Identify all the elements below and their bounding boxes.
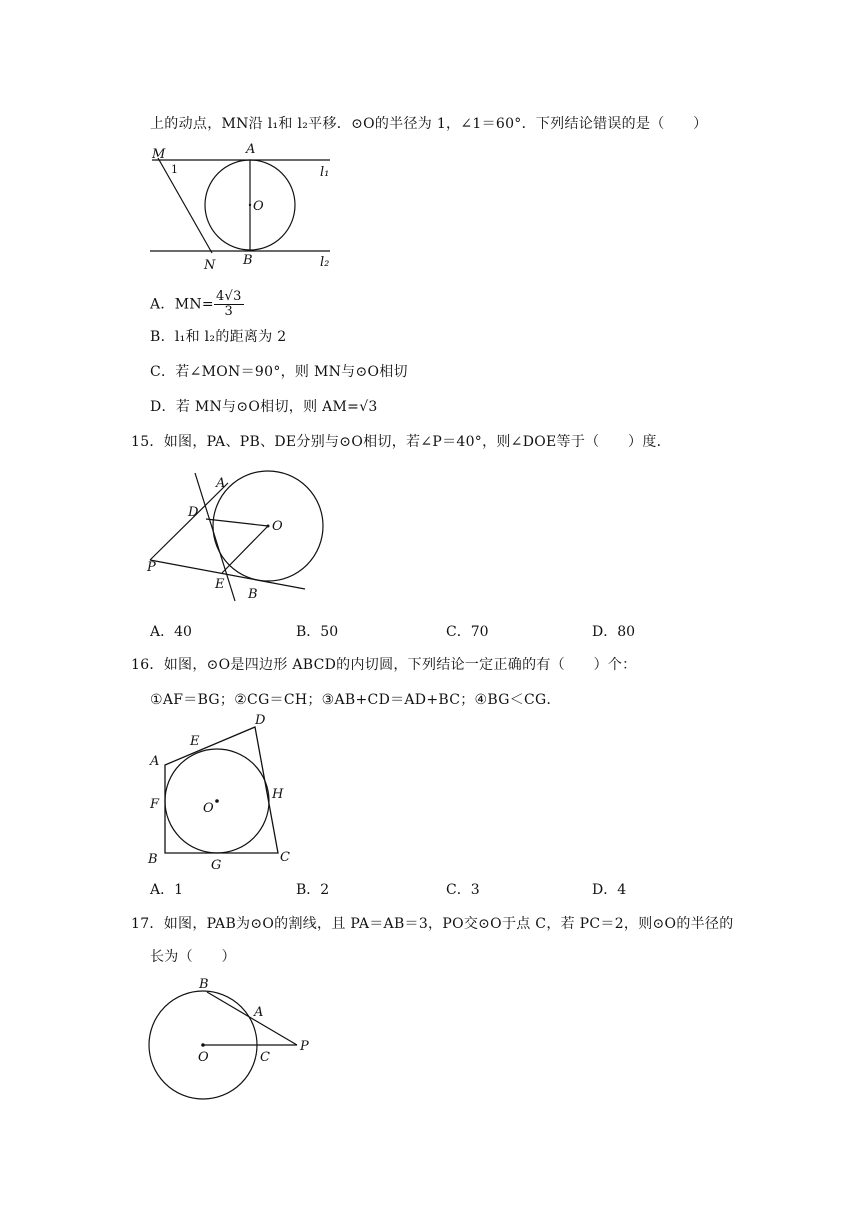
q15-option-a: A．40: [150, 624, 192, 640]
q16-label-C: C: [280, 850, 290, 865]
q14-figure: [140, 138, 350, 273]
q14-option-b: B．l₁和 l₂的距离为 2: [150, 329, 287, 345]
q14-option-a-text: MN=: [174, 296, 214, 313]
q16-label-B: B: [148, 852, 158, 867]
q17-stem-cont: 长为（ ）: [150, 949, 236, 965]
q17-figure: [140, 975, 320, 1100]
q16-label-A: A: [150, 754, 160, 769]
q17-label-P: P: [300, 1039, 309, 1054]
q14-option-a: [150, 290, 244, 319]
q17-label-A: A: [254, 1005, 264, 1020]
q14-option-d: D．若 MN与⊙O相切，则 AM=√3: [150, 399, 378, 415]
q14-option-a-numerator: 4√3: [215, 289, 242, 304]
q14-label-B: B: [243, 253, 253, 268]
q16-label-E: E: [190, 734, 200, 749]
q15-label-D: D: [188, 505, 199, 520]
q17-label-B: B: [199, 977, 209, 992]
q16-stem: 16．如图，⊙O是四边形 ABCD的内切圆，下列结论一定正确的有（ ）个：: [131, 657, 637, 673]
q15-label-P: P: [147, 560, 156, 575]
q16-conditions: ①AF＝BG；②CG＝CH；③AB+CD＝AD+BC；④BG＜CG．: [150, 692, 561, 708]
q15-label-E: E: [215, 577, 225, 592]
q15-option-c: C．70: [446, 624, 489, 640]
q15-label-A: A: [216, 476, 226, 491]
q15-option-d: D．80: [592, 624, 636, 640]
q14-label-angle1: 1: [171, 163, 178, 176]
q16-option-d: D．4: [592, 882, 627, 898]
q15-figure: [140, 465, 340, 605]
q14-label-M: M: [152, 147, 166, 162]
q14-label-l2: l₂: [320, 255, 330, 270]
q17-label-O: O: [198, 1050, 209, 1065]
q14-label-O: O: [253, 199, 264, 214]
q15-label-B: B: [248, 587, 258, 602]
q14-label-l1: l₁: [320, 165, 330, 180]
q14-option-c: C．若∠MON＝90°，则 MN与⊙O相切: [150, 364, 408, 380]
q15-option-b: B．50: [296, 624, 339, 640]
q16-option-a: A．1: [150, 882, 184, 898]
q16-option-c: C．3: [446, 882, 480, 898]
q15-stem: 15．如图，PA、PB、DE分别与⊙O相切，若∠P＝40°，则∠DOE等于（ ）度．: [131, 434, 671, 450]
q14-label-N: N: [204, 258, 216, 273]
q16-option-b: B．2: [296, 882, 330, 898]
q16-label-O: O: [203, 801, 214, 816]
q16-figure: [140, 712, 300, 872]
q14-stem-tail: 上的动点，MN沿 l₁和 l₂平移．⊙O的半径为 1，∠1＝60°．下列结论错误的是（ ）: [150, 116, 708, 132]
q16-label-G: G: [211, 858, 222, 873]
q17-label-C: C: [260, 1050, 270, 1065]
q14-option-a-label: A．: [150, 296, 175, 313]
q16-label-D: D: [255, 713, 266, 728]
q14-option-a-denominator: 3: [224, 304, 234, 319]
q16-label-F: F: [150, 797, 160, 812]
q15-label-O: O: [272, 519, 283, 534]
q16-label-H: H: [272, 787, 284, 802]
q14-label-A: A: [246, 142, 256, 157]
q14-option-a-fraction: [214, 290, 244, 319]
q17-stem: 17．如图，PAB为⊙O的割线，且 PA＝AB＝3，PO交⊙O于点 C，若 PC＝2，则⊙O的半径的: [131, 916, 734, 932]
